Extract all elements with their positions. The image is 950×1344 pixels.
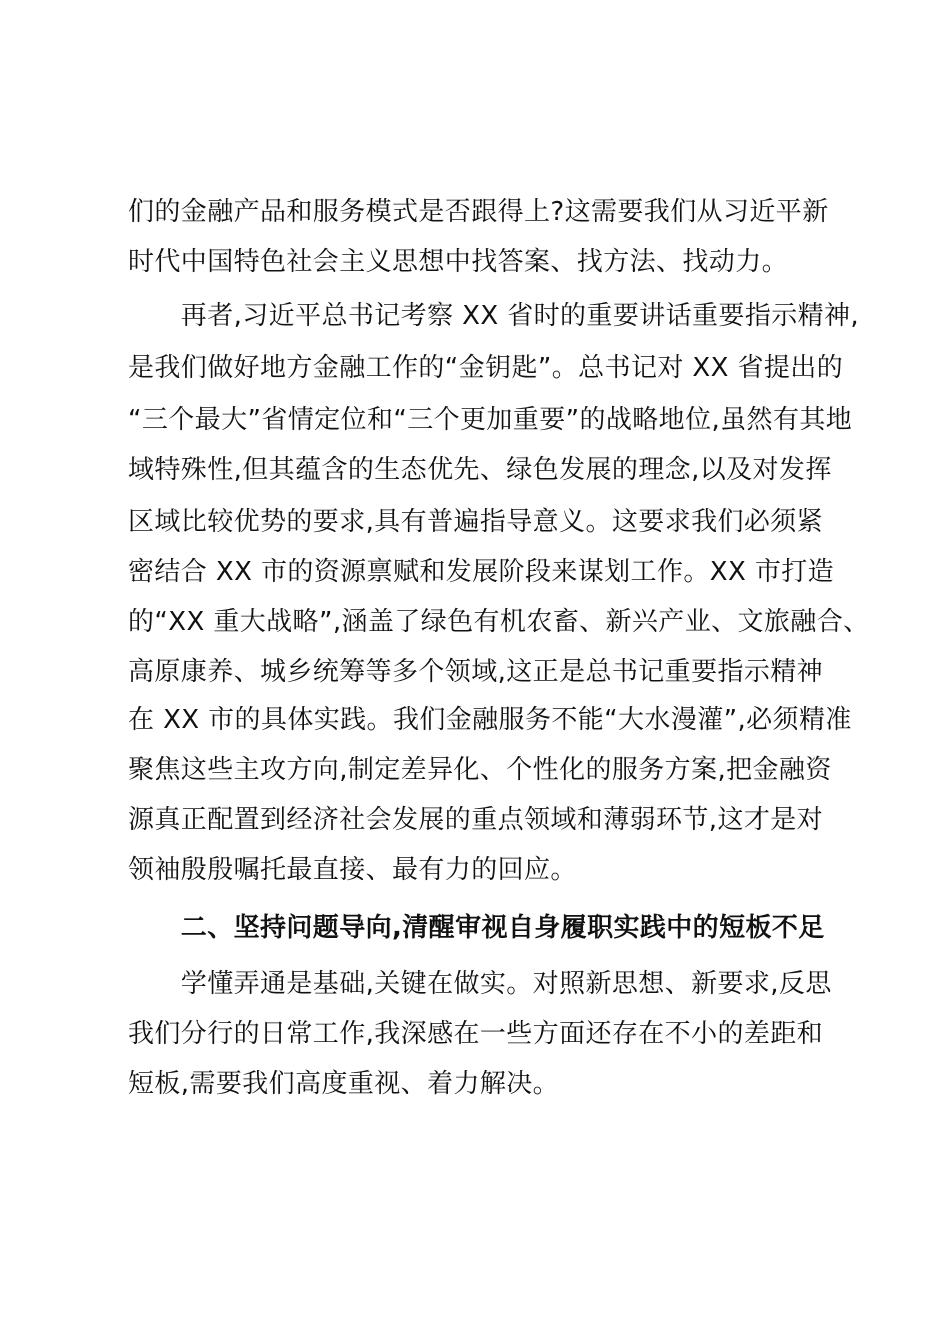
body-text-line: 们的金融产品和服务模式是否跟得上?这需要我们从习近平新 (128, 197, 829, 227)
body-text-line: 再者,习近平总书记考察 XX 省时的重要讲话重要指示精神, (128, 301, 860, 331)
body-text-line: 高原康养、城乡统筹等多个领域,这正是总书记重要指示精神 (128, 657, 824, 687)
body-text-line: 源真正配置到经济社会发展的重点领域和薄弱环节,这才是对 (128, 805, 824, 835)
body-text-line: 是我们做好地方金融工作的“金钥匙”。总书记对 XX 省提出的 (128, 353, 844, 383)
body-text-line: “三个最大”省情定位和“三个更加重要”的战略地位,虽然有其地 (128, 405, 853, 435)
body-text-line: 学懂弄通是基础,关键在做实。对照新思想、新要求,反思 (128, 969, 832, 999)
body-text-line: 我们分行的日常工作,我深感在一些方面还存在不小的差距和 (128, 1019, 824, 1049)
body-text-line: 在 XX 市的具体实践。我们金融服务不能“大水漫灌”,必须精准 (128, 705, 852, 735)
body-text-line: 区域比较优势的要求,具有普遍指导意义。这要求我们必须紧 (128, 507, 824, 537)
body-text-line: 领袖殷殷嘱托最直接、最有力的回应。 (128, 855, 577, 885)
body-text-line: 短板,需要我们高度重视、着力解决。 (128, 1069, 560, 1099)
body-text-line: 域特殊性,但其蕴含的生态优先、绿色发展的理念,以及对发挥 (128, 455, 832, 485)
body-text-line: 时代中国特色社会主义思想中找答案、找方法、找动力。 (128, 247, 789, 277)
body-text-line: 密结合 XX 市的资源禀赋和发展阶段来谋划工作。XX 市打造 (128, 557, 835, 587)
body-text-line: 的“XX 重大战略”,涵盖了绿色有机农畜、新兴产业、文旅融合、 (128, 607, 870, 637)
section-heading: 二、坚持问题导向,清醒审视自身履职实践中的短板不足 (128, 913, 825, 943)
body-text-line: 聚焦这些主攻方向,制定差异化、个性化的服务方案,把金融资 (128, 755, 832, 785)
